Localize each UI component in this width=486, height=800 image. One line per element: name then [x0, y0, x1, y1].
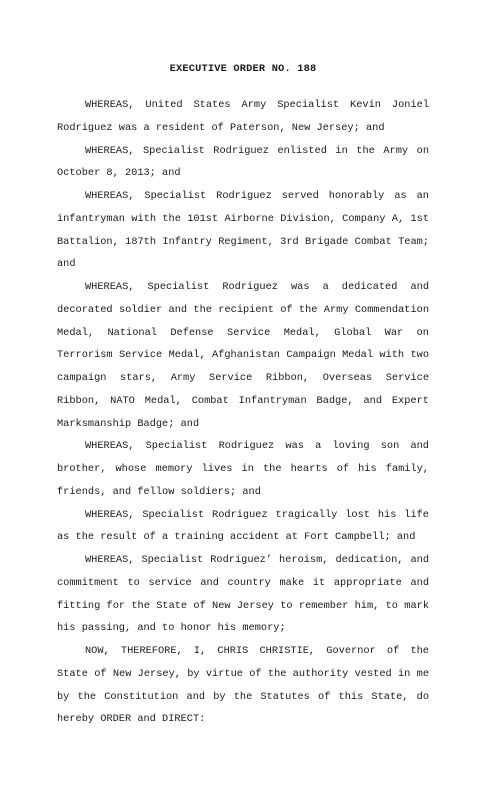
paragraph-family: WHEREAS, Specialist Rodriguez was a loving son and brother, whose memory lives in the hearts of his family, friends, and fellow soldiers; and [57, 440, 429, 498]
paragraph-decorations: WHEREAS, Specialist Rodriguez was a dedicated and decorated soldier and the recipient of the Army Commendation Medal, National Defense Service Medal, Global War on Terrorism Service Medal, Afghanistan Campaign Medal with two campaign stars, Army Service Ribbon, Overseas Service Ribbon, NATO Medal, Combat Infantryman Badge, and Expert Marksmanship Badge; and [57, 281, 429, 430]
paragraph-accident: WHEREAS, Specialist Rodriguez tragically lost his life as the result of a training accident at Fort Campbell; and [57, 508, 429, 544]
paragraph-heroism: WHEREAS, Specialist Rodriguez’ heroism, dedication, and commitment to service and country make it appropriate and fitting for the State of New Jersey to remember him, to mark his passing, and to honor his memory; [57, 554, 429, 635]
paragraph-enlisted: WHEREAS, Specialist Rodriguez enlisted in the Army on October 8, 2013; and [57, 144, 429, 180]
paragraph-resident: WHEREAS, United States Army Specialist Kevin Joniel Rodriguez was a resident of Paterson, New Jersey; and [57, 99, 429, 134]
paragraph-order: NOW, THEREFORE, I, CHRIS CHRISTIE, Governor of the State of New Jersey, by virtue of the authority vested in me by the Constitution and by the Statutes of this State, do hereby ORDER and DIRECT: [57, 645, 429, 726]
document-body [57, 94, 429, 731]
document-title: EXECUTIVE ORDER NO. 188 [169, 63, 317, 75]
paragraph-served: WHEREAS, Specialist Rodriguez served honorably as an infantryman with the 101st Airborne Division, Company A, 1st Battalion, 187th Infantry Regiment, 3rd Brigade Combat Team; and [57, 190, 429, 271]
